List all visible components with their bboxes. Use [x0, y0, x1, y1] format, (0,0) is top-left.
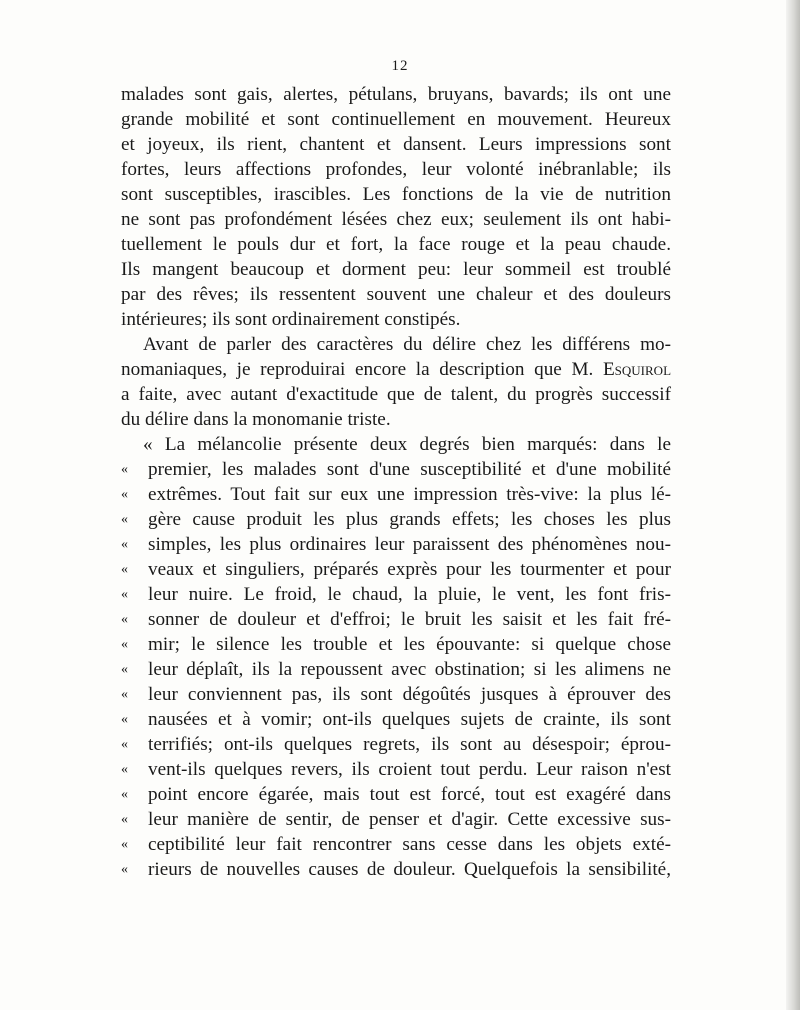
quote-mark: «	[121, 562, 128, 577]
quote-mark: «	[121, 587, 128, 602]
quote-text: leur déplaît, ils la repoussent avec obstination; si les alimens ne	[148, 659, 671, 680]
quote-mark: «	[121, 812, 128, 827]
quote-text: ceptibilité leur fait rencontrer sans cesse dans les objets exté-	[148, 834, 671, 855]
author-name: Esquirol	[602, 359, 672, 380]
quote-text: premier, les malades sont d'une susceptibilité et d'une mobilité	[148, 459, 671, 480]
quote-line	[121, 732, 671, 757]
quote-line	[121, 482, 671, 507]
quote-line	[121, 682, 671, 707]
quote-line	[121, 807, 671, 832]
page-edge-shadow	[786, 0, 800, 1010]
quote-text: gère cause produit les plus grands effets; les choses les plus	[148, 509, 671, 530]
quote-line	[121, 832, 671, 857]
quote-mark: «	[121, 512, 128, 527]
quote-text: simples, les plus ordinaires leur paraissent des phénomènes nou-	[148, 534, 671, 555]
quote-mark: «	[121, 737, 128, 752]
quote-text: leur conviennent pas, ils sont dégoûtés jusques à éprouver des	[148, 684, 671, 705]
quote-text: terrifiés; ont-ils quelques regrets, ils sont au désespoir; éprou-	[148, 734, 671, 755]
quote-text: sonner de douleur et d'effroi; le bruit les saisit et les fait fré-	[148, 609, 671, 630]
paragraph-2	[121, 332, 671, 432]
quote-text: nausées et à vomir; ont-ils quelques sujets de crainte, ils sont	[148, 709, 671, 730]
quote-line	[121, 782, 671, 807]
text-line: ne sont pas profondément lésées chez eux; seulement ils ont habi-	[121, 209, 671, 230]
quotation	[121, 432, 671, 882]
quote-mark: «	[121, 462, 128, 477]
quote-line	[121, 457, 671, 482]
text-segment: nomaniaques, je reproduirai encore la description que M.	[121, 359, 594, 380]
text-line: fortes, leurs affections profondes, leur volonté inébranlable; ils	[121, 159, 671, 180]
quote-text: leur manière de sentir, de penser et d'agir. Cette excessive sus-	[148, 809, 671, 830]
quote-mark: «	[121, 537, 128, 552]
paragraph-1	[121, 82, 671, 332]
quote-mark: «	[121, 712, 128, 727]
text-line: intérieures; ils sont ordinairement constipés.	[121, 309, 461, 330]
quote-line	[121, 607, 671, 632]
quote-mark: «	[121, 612, 128, 627]
quote-line	[121, 632, 671, 657]
quote-line	[121, 857, 671, 882]
text-line: sont susceptibles, irascibles. Les fonctions de la vie de nutrition	[121, 184, 671, 205]
text-line: Ils mangent beaucoup et dorment peu: leur sommeil est troublé	[121, 259, 671, 280]
text-line	[121, 357, 671, 382]
quote-line	[121, 657, 671, 682]
text-line: malades sont gais, alertes, pétulans, bruyans, bavards; ils ont une	[121, 84, 671, 105]
text-line: et joyeux, ils rient, chantent et dansent. Leurs impressions sont	[121, 134, 671, 155]
quote-mark: «	[121, 762, 128, 777]
quote-line	[121, 757, 671, 782]
quote-text: mir; le silence les trouble et les épouvante: si quelque chose	[148, 634, 671, 655]
quote-line	[121, 507, 671, 532]
quote-mark: «	[121, 787, 128, 802]
quote-text: rieurs de nouvelles causes de douleur. Quelquefois la sensibilité,	[148, 859, 671, 880]
quote-text: extrêmes. Tout fait sur eux une impression très-vive: la plus lé-	[148, 484, 671, 505]
quote-text: point encore égarée, mais tout est forcé, tout est exagéré dans	[148, 784, 671, 805]
quote-line	[121, 532, 671, 557]
text-line: tuellement le pouls dur et fort, la face rouge et la peau chaude.	[121, 234, 671, 255]
text-line: a faite, avec autant d'exactitude que de talent, du progrès successif	[121, 384, 671, 405]
text-line: grande mobilité et sont continuellement en mouvement. Heureux	[121, 109, 671, 130]
quote-mark: «	[121, 862, 128, 877]
text-line: par des rêves; ils ressentent souvent une chaleur et des douleurs	[121, 284, 671, 305]
quote-mark: «	[121, 637, 128, 652]
quote-mark: «	[121, 662, 128, 677]
quote-text: vent-ils quelques revers, ils croient tout perdu. Leur raison n'est	[148, 759, 671, 780]
quote-line	[121, 707, 671, 732]
page-number: 12	[391, 58, 409, 74]
quote-line	[121, 582, 671, 607]
quote-mark: «	[121, 687, 128, 702]
quote-mark: «	[121, 837, 128, 852]
quote-line-first: « La mélancolie présente deux degrés bien marqués: dans le	[143, 434, 671, 455]
body-text	[121, 82, 671, 882]
quote-mark: «	[121, 487, 128, 502]
quote-text: veaux et singuliers, préparés exprès pour les tourmenter et pour	[148, 559, 671, 580]
text-line: Avant de parler des caractères du délire chez les différens mo-	[143, 334, 671, 355]
quote-text: leur nuire. Le froid, le chaud, la pluie, le vent, les font fris-	[148, 584, 671, 605]
quote-line	[121, 557, 671, 582]
text-line: du délire dans la monomanie triste.	[121, 409, 391, 430]
